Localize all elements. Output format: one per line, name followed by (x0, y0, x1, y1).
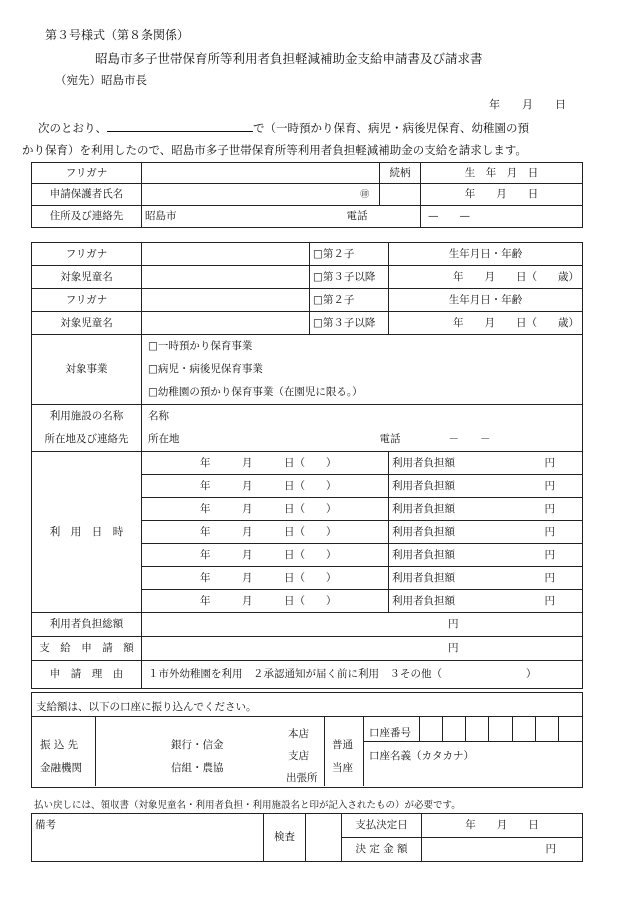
yen-unit: 円 (544, 571, 555, 584)
bank-col-line-1 (95, 716, 96, 786)
bank-col-line-2 (324, 716, 325, 786)
remarks-field[interactable] (32, 814, 264, 862)
form-number: 第３号様式（第８条関係） (45, 28, 190, 42)
fee-label: 利用者負担額 (392, 502, 455, 515)
intro-suffix: で（一時預かり保育、病児・病後児保育、幼稚園の預 (253, 121, 529, 135)
applicant-furigana-label: フリガナ (32, 163, 142, 184)
fee-label: 利用者負担額 (392, 548, 455, 561)
account-digit-box[interactable] (442, 716, 465, 741)
reason-label: 申 請 理 由 (32, 661, 142, 689)
usage-date-2[interactable]: 年 月 日（ ） (142, 475, 389, 498)
check-field[interactable] (306, 814, 342, 862)
usage-fee-5[interactable] (389, 544, 583, 567)
addressee: （宛先）昭島市長 (55, 73, 147, 87)
decision-amount-label: 決 定 金 額 (342, 838, 422, 862)
usage-date-5[interactable]: 年 月 日（ ） (142, 544, 389, 567)
applicant-name-label: 申請保護者氏名 (32, 184, 142, 206)
usage-date-1[interactable]: 年 月 日（ ） (142, 452, 389, 475)
account-divider (363, 741, 582, 742)
address-label: 住所及び連絡先 (32, 206, 142, 228)
account-digit-box[interactable] (512, 716, 535, 741)
facility-phone-dashes: － － (448, 433, 491, 445)
intro-prefix: 次のとおり、 (38, 121, 107, 135)
child1-name-field[interactable] (142, 266, 310, 289)
service-label: 対象事業 (32, 335, 142, 405)
decision-date-label: 支払決定日 (342, 814, 422, 838)
service-option-temporary[interactable]: □一時預かり保育事業 (148, 340, 253, 352)
child1-furigana-field[interactable] (142, 243, 310, 266)
child2-birth-age-label: 生年月日・年齢 (389, 289, 583, 312)
request-amount-field[interactable] (142, 637, 583, 661)
child2-birth-age-field[interactable]: 年 月 日（ 歳） (389, 312, 583, 335)
service-options (142, 335, 583, 405)
yen-unit: 円 (544, 594, 555, 607)
applicant-birth-label: 生 年 月 日 (421, 163, 583, 184)
fee-label: 利用者負担額 (392, 456, 455, 469)
account-digit-box[interactable] (488, 716, 511, 741)
facility-name-label: 名称 (148, 410, 169, 422)
facility-location-label: 所在地 (148, 433, 180, 445)
usage-fee-4[interactable] (389, 521, 583, 544)
usage-fee-6[interactable] (389, 567, 583, 590)
child2-option-second[interactable]: □第２子 (310, 289, 389, 312)
bank-label-transfer: 振 込 先 (40, 739, 79, 751)
yen-unit: 円 (448, 618, 459, 631)
facility-fields[interactable] (142, 405, 583, 452)
usage-date-7[interactable]: 年 月 日（ ） (142, 590, 389, 613)
fee-label: 利用者負担額 (392, 525, 455, 538)
usage-fee-3[interactable] (389, 498, 583, 521)
applicant-furigana-field[interactable] (142, 163, 380, 184)
decision-date-field[interactable]: 年 月 日 (422, 814, 583, 838)
application-date[interactable]: 年 月 日 (489, 98, 566, 111)
address-field[interactable] (142, 206, 421, 228)
applicant-table (31, 162, 583, 228)
form-title: 昭島市多子世帯保育所等利用者負担軽減補助金支給申請書及び請求書 (95, 51, 483, 66)
fee-label: 利用者負担額 (392, 571, 455, 584)
usage-fee-7[interactable] (389, 590, 583, 613)
usage-fee-1[interactable] (389, 452, 583, 475)
yen-unit: 円 (544, 548, 555, 561)
child2-name-field[interactable] (142, 312, 310, 335)
fee-label: 利用者負担額 (392, 594, 455, 607)
account-digit-box[interactable] (419, 716, 442, 741)
usage-date-6[interactable]: 年 月 日（ ） (142, 567, 389, 590)
transfer-note: 支給額は、以下の口座に振り込んでください。 (36, 701, 257, 713)
yen-unit: 円 (544, 479, 555, 492)
yen-unit: 円 (448, 642, 459, 655)
remarks-label: 備考 (35, 819, 56, 831)
yen-unit: 円 (544, 502, 555, 515)
child1-option-third[interactable]: □第３子以降 (310, 266, 389, 289)
child1-birth-age-field[interactable]: 年 月 日（ 歳） (389, 266, 583, 289)
decision-amount-field[interactable]: 円 (422, 838, 583, 862)
child1-furigana-label: フリガナ (32, 243, 142, 266)
usage-label: 利 用 日 時 (32, 452, 142, 613)
relation-label: 続柄 (380, 163, 421, 184)
facility-label-contact: 所在地及び連絡先 (44, 433, 129, 445)
refund-note: 払い戻しには、領収書（対象児童名・利用者負担・利用施設名と印が記入されたもの）が必要です。 (34, 800, 461, 811)
child2-furigana-label: フリガナ (32, 289, 142, 312)
bank-col-line-3 (363, 716, 364, 786)
usage-fee-2[interactable] (389, 475, 583, 498)
bank-label-institution: 金融機関 (40, 762, 82, 774)
check-label: 検査 (264, 814, 306, 862)
phone-label: 電話 (346, 210, 368, 223)
account-type-savings[interactable]: 普通 (332, 739, 353, 751)
account-digit-box[interactable] (558, 716, 581, 741)
office-use-table (31, 813, 583, 862)
applicant-phone-dashes: — — (428, 210, 470, 223)
facility-label-name: 利用施設の名称 (49, 410, 124, 422)
main-table (31, 242, 583, 689)
relation-field[interactable] (380, 184, 421, 206)
facility-label (32, 405, 142, 452)
child1-name-label: 対象児童名 (32, 266, 142, 289)
fee-label: 利用者負担額 (392, 479, 455, 492)
facility-phone-label: 電話 (379, 433, 401, 445)
account-number-boxes[interactable] (419, 716, 581, 741)
seal-mark: ㊞ (360, 190, 370, 200)
account-digit-box[interactable] (465, 716, 488, 741)
intro-line-1 (38, 120, 529, 136)
address-city: 昭島市 (145, 210, 177, 223)
request-amount-label: 支 給 申 請 額 (32, 637, 142, 661)
applicant-phone-field[interactable] (421, 206, 583, 228)
branch-head[interactable]: 本店 (288, 728, 309, 740)
total-fee-label: 利用者負担総額 (32, 613, 142, 637)
bank-type-coop[interactable]: 信組・農協 (171, 762, 224, 774)
branch-office[interactable]: 出張所 (286, 772, 318, 784)
intro-line-2: かり保育）を利用したので、昭島市多子世帯保育所等利用者負担軽減補助金の支給を請求します。 (22, 143, 527, 157)
account-number-label: 口座番号 (369, 727, 411, 739)
bank-type-bank[interactable]: 銀行・信金 (171, 739, 224, 751)
account-name-label: 口座名義（カタカナ） (369, 750, 474, 762)
child2-option-third[interactable]: □第３子以降 (310, 312, 389, 335)
child2-furigana-field[interactable] (142, 289, 310, 312)
usage-date-4[interactable]: 年 月 日（ ） (142, 521, 389, 544)
facility-location-row (148, 428, 579, 451)
service-option-sick-child[interactable]: □病児・病後児保育事業 (148, 363, 263, 375)
service-option-kindergarten[interactable]: □幼稚園の預かり保育事業（在園児に限る。） (148, 386, 363, 398)
branch-branch[interactable]: 支店 (288, 750, 309, 762)
account-type-checking[interactable]: 当座 (332, 762, 353, 774)
account-digit-box[interactable] (535, 716, 558, 741)
child1-option-second[interactable]: □第２子 (310, 243, 389, 266)
applicant-name-field[interactable] (142, 184, 380, 206)
child2-name-label: 対象児童名 (32, 312, 142, 335)
period-blank[interactable] (107, 121, 253, 132)
total-fee-field[interactable] (142, 613, 583, 637)
reason-field[interactable]: １市外幼稚園を利用 ２承認通知が届く前に利用 ３その他（ ） (142, 661, 583, 689)
usage-date-3[interactable]: 年 月 日（ ） (142, 498, 389, 521)
yen-unit: 円 (544, 525, 555, 538)
yen-unit: 円 (544, 456, 555, 469)
applicant-birth-field[interactable]: 年 月 日 (421, 184, 583, 206)
child1-birth-age-label: 生年月日・年齢 (389, 243, 583, 266)
